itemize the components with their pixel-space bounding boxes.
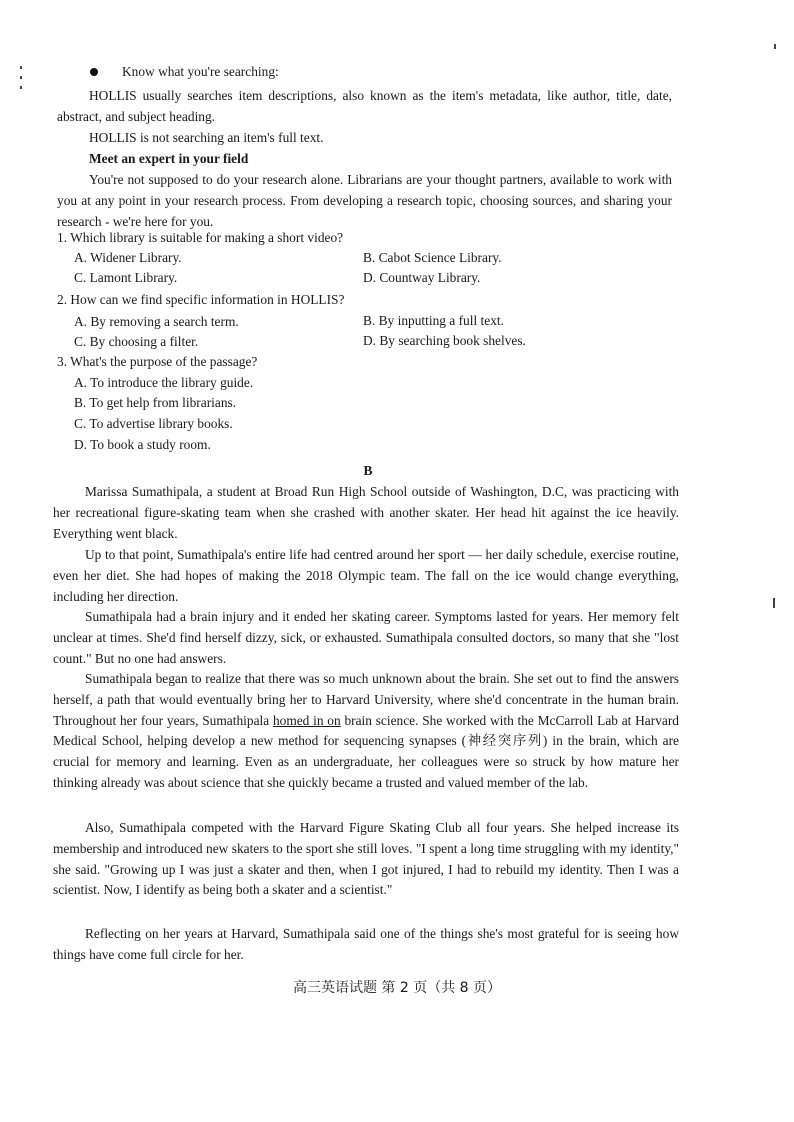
section-b-paragraph-4 [53,669,679,794]
question-1-stem: 1. Which library is suitable for making a short video? [57,230,344,245]
section-b-paragraph-1: Marissa Sumathipala, a student at Broad Run High School outside of Washington, D.C, was practicing with her recreational figure-skating team when she crashed with another skater. Her head hit against the ice heavily. Everything went black. [53,484,679,541]
section-b-paragraph-2: Up to that point, Sumathipala's entire life had centred around her sport — her daily schedule, exercise routine, even her diet. She had hopes of making the 2018 Olympic team. The fall on the ice would change everything, including her direction. [53,547,679,604]
question-1-option-c[interactable]: C. Lamont Library. [74,270,178,285]
question-2-option-b[interactable]: B. By inputting a full text. [363,313,504,328]
expert-paragraph: You're not supposed to do your research alone. Librarians are your thought partners, available to work with you at any point in your research process. From developing a research topic, choosing sources, and sharing your research - we're here for you. [57,172,672,229]
scan-mark-left-3 [20,86,22,89]
question-2-stem: 2. How can we find specific information in HOLLIS? [57,292,345,307]
question-2-option-c[interactable]: C. By choosing a filter. [74,334,199,349]
section-b-paragraph-5: Also, Sumathipala competed with the Harvard Figure Skating Club all four years. She helped increase its membership and introduced new skaters to the sport she still loves. "I spent a long time struggling with my identity," she said. "Growing up I was just a skater and then, when I got injured, I had to rebuild my identity. Then I was a scientist. Now, I identify as being both a skater and a scientist." [53,820,679,898]
section-b-label: B [363,463,373,478]
scan-mark-right-2 [773,598,775,608]
bullet-icon [90,68,98,76]
section-b-paragraph-6: Reflecting on her years at Harvard, Sumathipala said one of the things she's most grateful for is seeing how things have come full circle for her. [53,926,679,962]
question-3-option-c[interactable]: C. To advertise library books. [74,416,233,431]
scan-mark-left [20,66,22,69]
hollis-paragraph-1: HOLLIS usually searches item descriptions, also known as the item's metadata, like author, title, date, abstract, and subject heading. [57,88,672,124]
question-3-stem: 3. What's the purpose of the passage? [57,354,258,369]
paragraph-4-text-end: brain science. She worked with the McCarroll Lab at Harvard Medical School, helping develop a new method for sequencing synapses (神经突序列) in the brain, which are crucial for memory and learning. Even as an undergraduate, her colleagues were so struck by how mature her thinking already was about science that she quickly became a trusted and valued member of the lab. [53,712,680,790]
scan-mark-left-2 [20,76,22,79]
scan-mark-right [774,44,776,49]
question-3-option-d[interactable]: D. To book a study room. [74,437,211,452]
question-2-option-a[interactable]: A. By removing a search term. [74,314,239,329]
question-3-option-a[interactable]: A. To introduce the library guide. [74,375,254,390]
section-b-paragraph-3: Sumathipala had a brain injury and it ended her skating career. Symptoms lasted for years. Her memory felt unclear at times. She'd find herself dizzy, sick, or exhausted. Sumathipala consulted doctors, so many that she "lost count." But no one had answers. [53,609,679,666]
page-footer: 高三英语试题 第 2 页（共 8 页） [292,980,502,996]
underlined-phrase: homed in on [272,712,341,728]
hollis-paragraph-2: HOLLIS is not searching an item's full text. [89,130,324,145]
question-1-option-a[interactable]: A. Widener Library. [74,250,182,265]
question-1-option-d[interactable]: D. Countway Library. [363,270,481,285]
question-1-option-b[interactable]: B. Cabot Science Library. [363,250,502,265]
bullet-heading: Know what you're searching: [122,64,279,79]
question-3-option-b[interactable]: B. To get help from librarians. [74,395,237,410]
question-2-option-d[interactable]: D. By searching book shelves. [363,333,526,348]
paragraph-4-text-start: Sumathipala began to realize that there was so much unknown about the brain. She set out to find the answers herself, a path that would eventually bring her to Harvard University, where she'd concentrate in the human brain. Throughout her four years, Sumathipala [53,671,679,728]
expert-heading: Meet an expert in your field [89,151,249,166]
